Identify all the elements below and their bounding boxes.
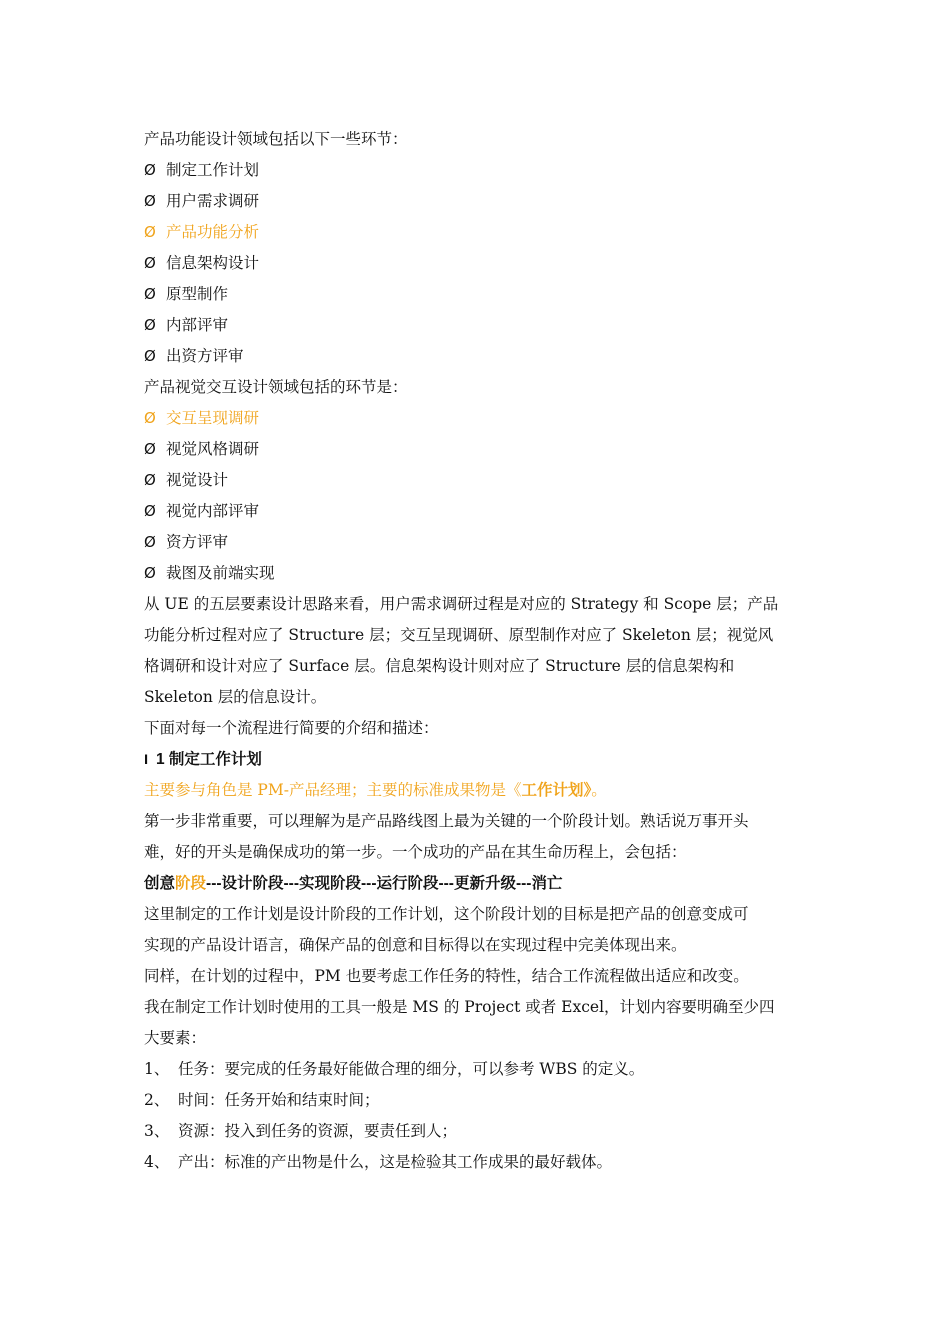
list-item-text: 信息架构设计 [166, 254, 260, 272]
deliverable-name: 工作计划》 [521, 782, 592, 799]
bullet-icon: Ø [144, 254, 156, 272]
bullet-icon: Ø [144, 533, 156, 551]
numbered-item [144, 1147, 800, 1178]
elements-list [144, 1054, 800, 1178]
list-item-text: 裁图及前端实现 [166, 564, 275, 582]
paragraph-line: 这里制定的工作计划是设计阶段的工作计划，这个阶段计划的目标是把产品的创意变成可 [144, 905, 749, 923]
visual-steps-list [144, 403, 800, 589]
list-item [144, 558, 800, 589]
item-text: 任务：要完成的任务最好能做合理的细分，可以参考 WBS 的定义。 [178, 1060, 645, 1078]
item-text: 产出：标准的产出物是什么，这是检验其工作成果的最好载体。 [178, 1153, 613, 1171]
item-number: 4、 [144, 1153, 170, 1171]
section-heading [144, 744, 800, 775]
plan-paragraph [144, 899, 800, 1054]
list-item [144, 496, 800, 527]
list-item [144, 186, 800, 217]
list-item [144, 310, 800, 341]
flow-intro-paragraph: 下面对每一个流程进行简要的介绍和描述： [144, 719, 439, 737]
list-item [144, 434, 800, 465]
list-item [144, 527, 800, 558]
list-item [144, 279, 800, 310]
list-item-text: 视觉风格调研 [166, 440, 260, 458]
bullet-icon: Ø [144, 502, 156, 520]
list-item [144, 248, 800, 279]
list-item-text: 原型制作 [166, 285, 229, 303]
ue-paragraph [144, 589, 800, 713]
item-number: 3、 [144, 1122, 170, 1140]
bullet-icon: Ø [144, 409, 156, 427]
list-item-text: 制定工作计划 [166, 161, 260, 179]
list-item [144, 341, 800, 372]
function-steps-list [144, 155, 800, 372]
numbered-item [144, 1116, 800, 1147]
intro-visual-paragraph: 产品视觉交互设计领域包括的环节是： [144, 378, 408, 396]
paragraph-line: 实现的产品设计语言，确保产品的创意和目标得以在实现过程中完美体现出来。 [144, 936, 687, 954]
numbered-item [144, 1054, 800, 1085]
bullet-icon: Ø [144, 440, 156, 458]
bullet-icon: Ø [144, 192, 156, 210]
bullet-icon: Ø [144, 161, 156, 179]
item-text: 时间：任务开始和结束时间； [178, 1091, 380, 1109]
item-text: 资源：投入到任务的资源，要责任到人； [178, 1122, 458, 1140]
role-text: 主要参与角色是 PM-产品经理；主要的标准成果物是《 [144, 781, 522, 799]
bullet-icon: Ø [144, 316, 156, 334]
paragraph-line: 难，好的开头是确保成功的第一步。一个成功的产品在其生命历程上，会包括： [144, 843, 687, 861]
lifecycle-line [144, 868, 800, 899]
paragraph-line: 第一步非常重要，可以理解为是产品路线图上最为关键的一个阶段计划。熟话说万事开头 [144, 812, 749, 830]
list-item [144, 155, 800, 186]
list-item-text: 资方评审 [166, 533, 229, 551]
list-item-text: 交互呈现调研 [166, 409, 260, 427]
list-item-text: 产品功能分析 [166, 223, 260, 241]
list-item [144, 465, 800, 496]
section-title: 1 制定工作计划 [156, 751, 262, 768]
list-item-text: 视觉内部评审 [166, 502, 260, 520]
lifecycle-part: ---设计阶段---实现阶段---运行阶段---更新升级---消亡 [206, 875, 563, 892]
paragraph-line: 我在制定工作计划时使用的工具一般是 MS 的 Project 或者 Excel，计划内容要明确至少四 [144, 998, 775, 1016]
list-item-text: 用户需求调研 [166, 192, 260, 210]
heading-bullet-icon: l [144, 753, 149, 767]
intro-step-paragraph [144, 806, 800, 868]
item-number: 2、 [144, 1091, 170, 1109]
numbered-item [144, 1085, 800, 1116]
bullet-icon: Ø [144, 564, 156, 582]
item-number: 1、 [144, 1060, 170, 1078]
paragraph-line: Skeleton 层的信息设计。 [144, 688, 327, 706]
list-item-text: 出资方评审 [166, 347, 244, 365]
paragraph-line: 从 UE 的五层要素设计思路来看，用户需求调研过程是对应的 Strategy 和 Scope 层；产品 [144, 595, 779, 613]
bullet-icon: Ø [144, 285, 156, 303]
lifecycle-part: 创意 [144, 875, 176, 892]
intro-function-paragraph: 产品功能设计领域包括以下一些环节： [144, 130, 408, 148]
bullet-icon: Ø [144, 347, 156, 365]
paragraph-line: 大要素： [144, 1029, 207, 1047]
list-item-highlighted [144, 217, 800, 248]
paragraph-line: 格调研和设计对应了 Surface 层。信息架构设计则对应了 Structure 层的信息架构和 [144, 657, 735, 675]
bullet-icon: Ø [144, 471, 156, 489]
role-deliverable-line [144, 775, 800, 806]
list-item-text: 视觉设计 [166, 471, 229, 489]
list-item-text: 内部评审 [166, 316, 229, 334]
paragraph-line: 同样，在计划的过程中，PM 也要考虑工作任务的特性，结合工作流程做出适应和改变。 [144, 967, 749, 985]
paragraph-line: 功能分析过程对应了 Structure 层；交互呈现调研、原型制作对应了 Skeleton 层；视觉风 [144, 626, 774, 644]
bullet-icon: Ø [144, 223, 156, 241]
role-suffix: 。 [591, 781, 607, 799]
list-item-highlighted [144, 403, 800, 434]
lifecycle-part-highlighted: 阶段 [175, 875, 207, 892]
